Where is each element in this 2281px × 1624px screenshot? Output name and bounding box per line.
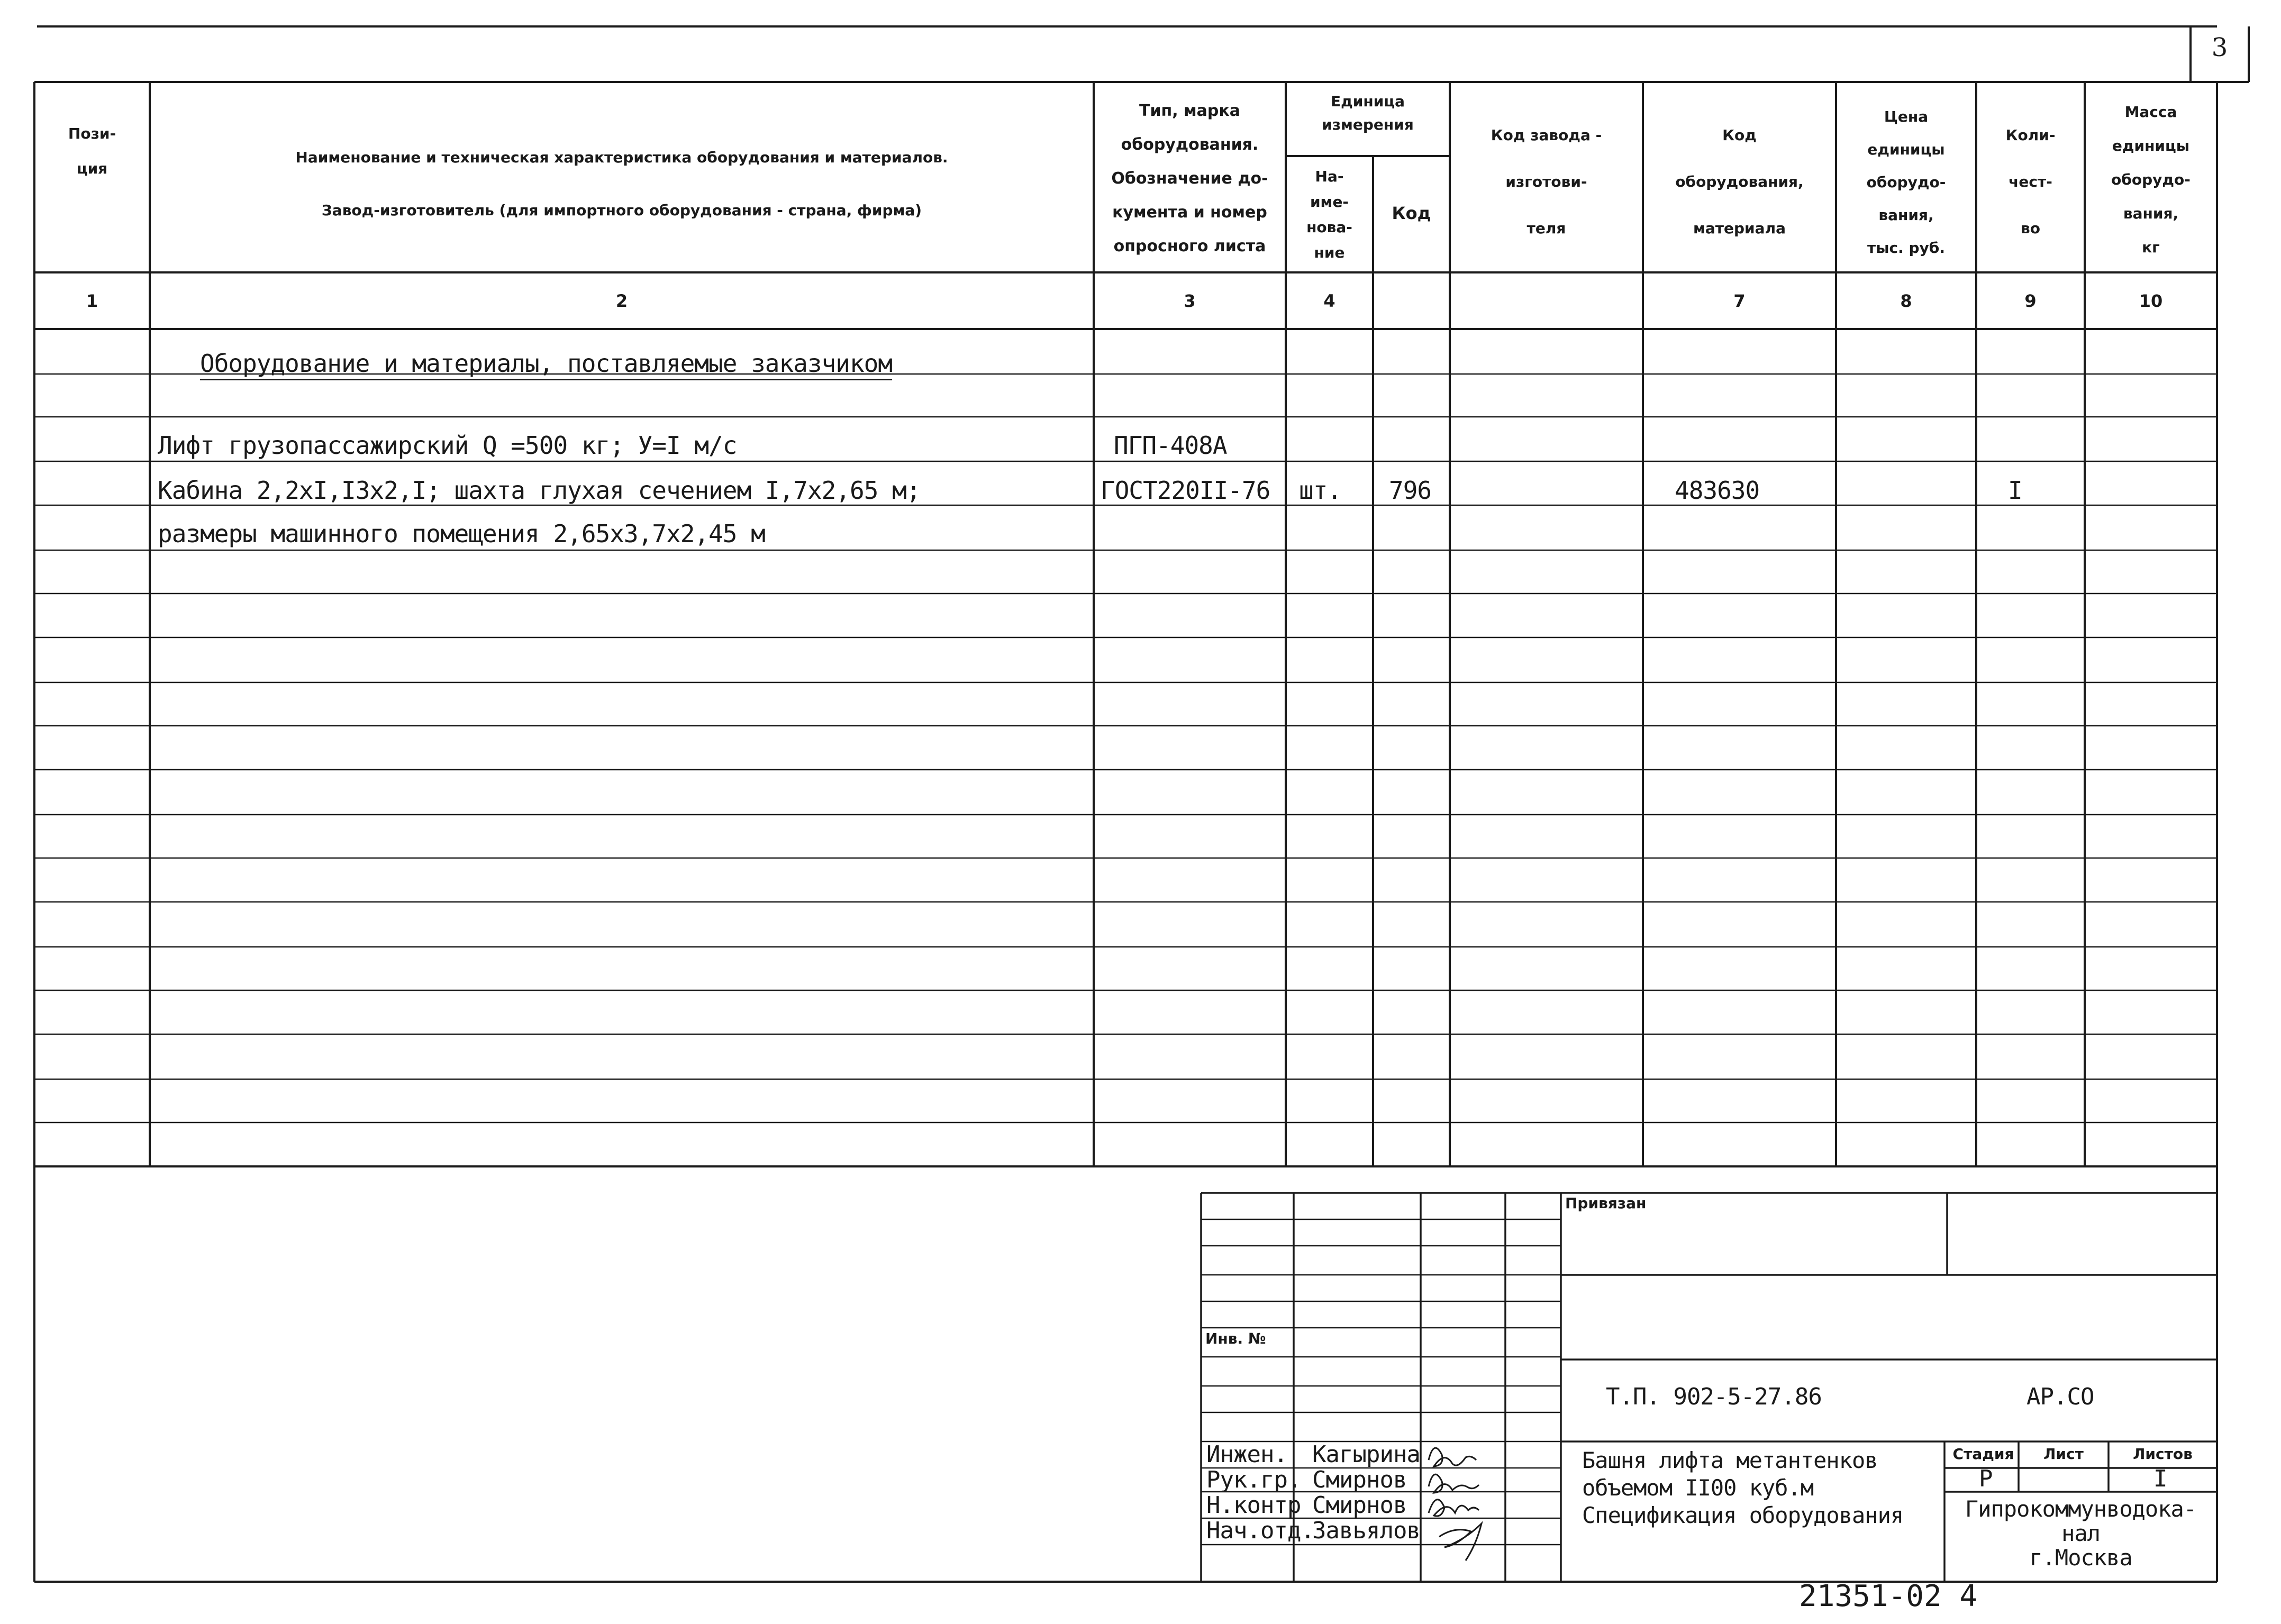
doc-title-line: Башня лифта метантенков bbox=[1582, 1447, 1878, 1473]
doc-mark: АР.СО bbox=[2026, 1383, 2094, 1410]
sheets-label: Листов bbox=[2133, 1445, 2193, 1463]
header-line: ние bbox=[1314, 244, 1345, 261]
header-line: тыс. руб. bbox=[1867, 239, 1945, 257]
stage-label: Стадия bbox=[1952, 1445, 2014, 1463]
header-line: На- bbox=[1315, 168, 1344, 185]
header-line: Завод-изготовитель (для импортного оборудования - страна, фирма) bbox=[321, 202, 922, 219]
row-1-type: ПГП-408А bbox=[1114, 431, 1227, 460]
header-line: оборудования, bbox=[1675, 173, 1804, 190]
row-2-code: 796 bbox=[1389, 476, 1432, 505]
header-line: опросного листа bbox=[1113, 237, 1266, 256]
header-unit-code: Код bbox=[1392, 203, 1431, 223]
header-line: Единица bbox=[1331, 93, 1405, 110]
colnum-4: 4 bbox=[1323, 291, 1335, 311]
signature-stroke bbox=[1439, 1523, 1482, 1561]
header-line: единицы bbox=[1867, 141, 1945, 158]
sig-name-4: Завьялов bbox=[1312, 1517, 1420, 1544]
header-line: нова- bbox=[1306, 218, 1352, 236]
header-line: Код завода - bbox=[1491, 126, 1602, 144]
colnum-7: 7 bbox=[1733, 291, 1746, 311]
header-line: Обозначение до- bbox=[1111, 169, 1268, 188]
doc-title-line: объемом II00 куб.м bbox=[1582, 1475, 1814, 1501]
footer-number: 21351-02 4 bbox=[1799, 1579, 1978, 1613]
header-line: Коли- bbox=[2005, 126, 2056, 144]
sig-role-2: Рук.гр. bbox=[1206, 1466, 1301, 1493]
sheet-label: Лист bbox=[2043, 1445, 2084, 1463]
sig-role-3: Н.контр bbox=[1206, 1492, 1301, 1519]
header-line: Цена bbox=[1884, 108, 1929, 125]
sig-name-2: Смирнов bbox=[1312, 1466, 1407, 1493]
header-line: изготови- bbox=[1505, 173, 1587, 190]
doc-title-line: Спецификация оборудования bbox=[1582, 1502, 1904, 1528]
sheets-value: I bbox=[2153, 1465, 2167, 1492]
row-2-unit: шт. bbox=[1299, 476, 1342, 505]
signature-stroke bbox=[1429, 1500, 1479, 1516]
sheet-number: 3 bbox=[2211, 33, 2228, 62]
header-line: Масса bbox=[2124, 103, 2177, 121]
header-line: материала bbox=[1693, 220, 1786, 237]
header-line: оборудо- bbox=[2111, 171, 2191, 188]
row-1-name: Лифт грузопассажирский Q =500 кг; У=I м/с bbox=[158, 431, 737, 460]
sig-role-1: Инжен. bbox=[1206, 1441, 1287, 1468]
header-line: во bbox=[2021, 220, 2040, 237]
header-line: кг bbox=[2142, 239, 2160, 256]
row-2-qty: I bbox=[2008, 476, 2022, 505]
header-line: Наименование и техническая характеристика оборудования и материалов. bbox=[295, 149, 948, 166]
stage-value: Р bbox=[1979, 1465, 1993, 1492]
row-2-type: ГОСТ220II-76 bbox=[1101, 476, 1270, 505]
row-3-name: размеры машинного помещения 2,65х3,7х2,45 м bbox=[158, 519, 765, 548]
header-line: единицы bbox=[2112, 137, 2190, 154]
section-title-text: Оборудование и материалы, поставляемые заказчиком bbox=[200, 349, 892, 380]
header-line: теля bbox=[1526, 220, 1566, 237]
colnum-2: 2 bbox=[615, 291, 628, 311]
colnum-3: 3 bbox=[1184, 291, 1196, 311]
row-2-equip-code: 483630 bbox=[1675, 476, 1760, 505]
header-line: вания, bbox=[1878, 206, 1934, 224]
org-line: г.Москва bbox=[2029, 1545, 2132, 1571]
colnum-9: 9 bbox=[2024, 291, 2037, 311]
signature-stroke bbox=[1429, 1474, 1479, 1493]
header-line: Пози- bbox=[68, 125, 116, 142]
header-line: оборудования. bbox=[1121, 135, 1259, 154]
signature-stroke bbox=[1429, 1448, 1476, 1466]
colnum-1: 1 bbox=[86, 291, 98, 311]
header-line: Код bbox=[1722, 126, 1757, 144]
row-2-name: Кабина 2,2хI,I3х2,I; шахта глухая сечением I,7х2,65 м; bbox=[158, 476, 921, 505]
header-line: оборудо- bbox=[1866, 174, 1946, 191]
header-line: кумента и номер bbox=[1112, 203, 1267, 222]
header-line: измерения bbox=[1322, 116, 1414, 133]
privyazan-label: Привязан bbox=[1565, 1194, 1647, 1212]
header-line: вания, bbox=[2123, 205, 2179, 222]
inv-no-label: Инв. № bbox=[1205, 1330, 1266, 1347]
doc-code: Т.П. 902-5-27.86 bbox=[1606, 1383, 1822, 1410]
org-line: Гипрокоммунводока- bbox=[1965, 1496, 2197, 1522]
org-line: нал bbox=[2061, 1520, 2100, 1546]
sig-role-4: Нач.отд. bbox=[1206, 1517, 1314, 1544]
header-line: ция bbox=[76, 160, 108, 177]
colnum-10: 10 bbox=[2139, 291, 2163, 311]
header-line: чест- bbox=[2009, 173, 2052, 190]
header-line: Тип, марка bbox=[1139, 102, 1240, 120]
sig-name-1: Кагырина bbox=[1312, 1441, 1420, 1468]
sig-name-3: Смирнов bbox=[1312, 1492, 1407, 1519]
colnum-8: 8 bbox=[1900, 291, 1912, 311]
header-line: име- bbox=[1310, 193, 1349, 211]
